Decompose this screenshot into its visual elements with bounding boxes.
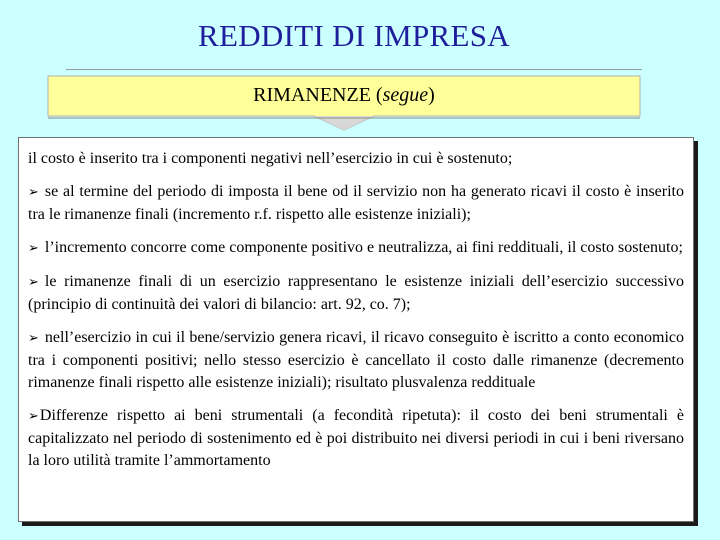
bullet-item: [28, 181, 684, 226]
bullet-text: nell’esercizio in cui il bene/servizio genera ricavi, il ricavo conseguito è iscritto a conto economico tra i componenti positivi; nello stesso esercizio è cancellato il costo dalle rimanenze (decremento rimanenze finali rispetto alle esistenze iniziali); risultato plusvalenza reddituale: [28, 329, 684, 391]
bullet-item: [28, 237, 684, 260]
banner-label-main: RIMANENZE (: [253, 84, 383, 106]
section-banner-label: [44, 84, 644, 107]
intro-paragraph: il costo è inserito tra i componenti negativi nell’esercizio in cui è sostenuto;: [28, 150, 513, 167]
bullet-item: [28, 327, 684, 394]
banner-label-italic: segue: [382, 84, 429, 106]
arrow-bullet-icon: ➢: [28, 275, 39, 290]
bullet-item: [28, 405, 684, 472]
content-box: [18, 137, 694, 522]
bullet-text: Differenze rispetto ai beni strumentali (a fecondità ripetuta): il costo dei beni strumentali è capitalizzato nel periodo di sostenimento ed è poi distribuito nei diversi periodi in cui i beni riversano la loro utilità tramite l’ammortamento: [28, 407, 684, 469]
page-title: REDDITI DI IMPRESA: [198, 18, 510, 53]
banner-label-end: ): [428, 84, 435, 106]
arrow-bullet-icon: ➢: [28, 185, 39, 200]
section-banner: [44, 72, 644, 134]
bullet-text: le rimanenze finali di un esercizio rappresentano le esistenze iniziali dell’esercizio successivo (principio di continuità dei valori di bilancio: art. 92, co. 7);: [28, 273, 684, 313]
bullet-text: l’incremento concorre come componente positivo e neutralizza, ai fini reddituali, il costo sostenuto;: [44, 239, 683, 256]
arrow-bullet-icon: ➢: [28, 331, 39, 346]
arrow-bullet-icon: ➢: [28, 241, 39, 256]
arrow-bullet-icon: ➢: [28, 409, 39, 424]
bullet-item: [28, 271, 684, 316]
title-divider: [66, 69, 642, 70]
bullet-text: se al termine del periodo di imposta il bene od il servizio non ha generato ricavi il costo è inserito tra le rimanenze finali (incremento r.f. rispetto alle esistenze iniziali);: [28, 183, 684, 223]
